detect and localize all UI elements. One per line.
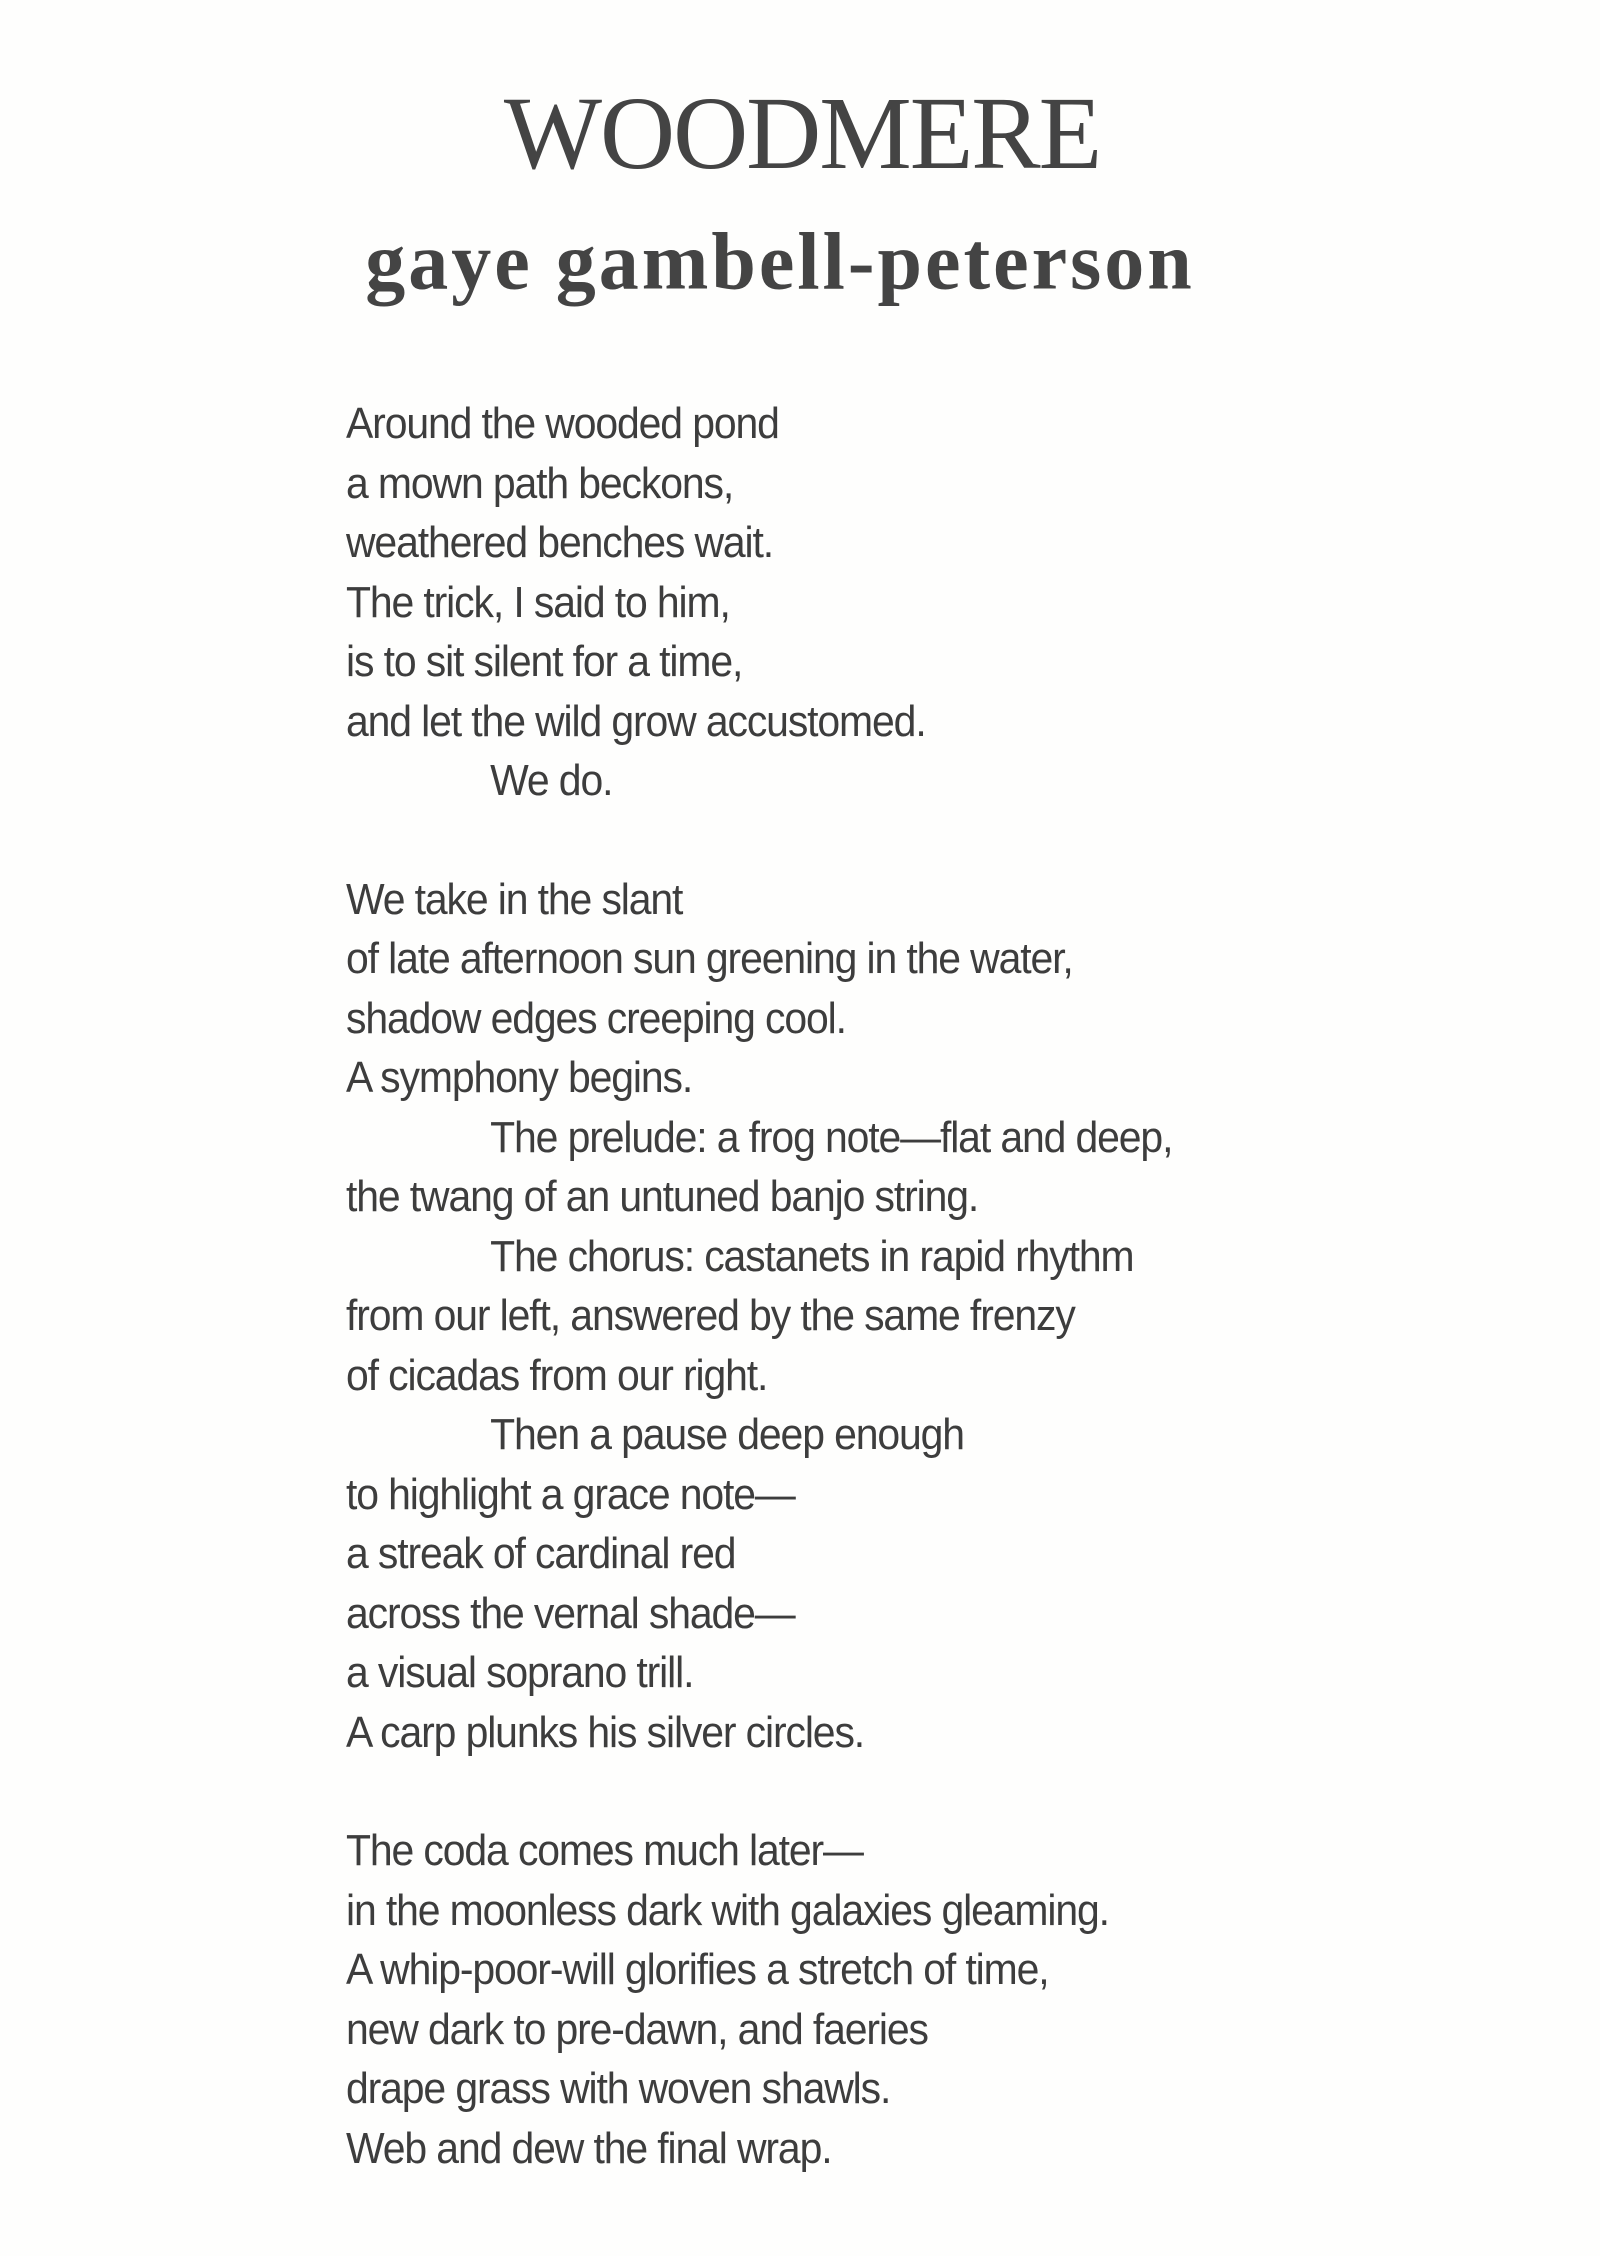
poem-line: is to sit silent for a time, — [346, 637, 743, 686]
stanza-2 — [346, 870, 1446, 1763]
poem-line: from our left, answered by the same frenzy — [346, 1291, 1075, 1340]
poem-line-indented: The prelude: a frog note—flat and deep, — [490, 1112, 1173, 1162]
poem-line: The coda comes much later— — [346, 1826, 863, 1875]
poem-body — [346, 394, 1446, 2178]
poem-line: A whip-poor-will glorifies a stretch of time, — [346, 1945, 1049, 1994]
poem-author: gaye gambell-peterson — [365, 217, 1195, 307]
poem-line-indented: The chorus: castanets in rapid rhythm — [490, 1231, 1134, 1281]
poem-line: the twang of an untuned banjo string. — [346, 1172, 979, 1221]
poem-line: A carp plunks his silver circles. — [346, 1707, 865, 1757]
stanza-1 — [346, 394, 1446, 811]
poem-line: to highlight a grace note— — [346, 1469, 795, 1519]
poem-line: shadow edges creeping cool. — [346, 993, 846, 1043]
stanza-break — [346, 1762, 1446, 1821]
poem-line: of cicadas from our right. — [346, 1350, 768, 1400]
poem-line: A symphony begins. — [346, 1053, 693, 1102]
poem-line: in the moonless dark with galaxies gleaming. — [346, 1885, 1109, 1935]
poem-line: a mown path beckons, — [346, 458, 734, 508]
poem-line: Around the wooded pond — [346, 399, 779, 448]
poem-line: new dark to pre-dawn, and faeries — [346, 2004, 928, 2054]
poem-line: of late afternoon sun greening in the water, — [346, 934, 1073, 983]
stanza-3 — [346, 1821, 1446, 2178]
poem-line: and let the wild grow accustomed. — [346, 696, 926, 746]
poem-line: Web and dew the final wrap. — [346, 2123, 832, 2173]
poem-line: drape grass with woven shawls. — [346, 2064, 891, 2113]
poem-line-indented: We do. — [490, 756, 613, 805]
poem-line: across the vernal shade— — [346, 1588, 795, 1638]
poem-line: weathered benches wait. — [346, 518, 774, 567]
poem-line: a streak of cardinal red — [346, 1529, 736, 1578]
poem-title: WOODMERE — [503, 76, 1101, 191]
stanza-break — [346, 811, 1446, 870]
poem-line-indented: Then a pause deep enough — [490, 1410, 964, 1459]
poem-line: We take in the slant — [346, 874, 683, 924]
poem-line: The trick, I said to him, — [346, 577, 730, 627]
poem-line: a visual soprano trill. — [346, 1648, 694, 1697]
